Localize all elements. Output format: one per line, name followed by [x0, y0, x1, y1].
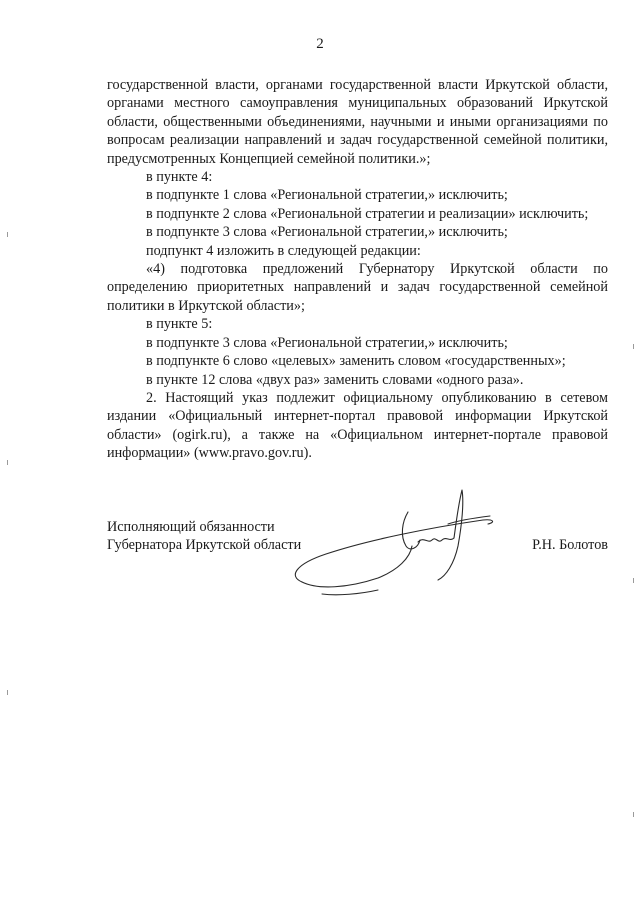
paragraph-continuation: государственной власти, органами государственной власти Иркутской области, органами местного самоуправления муниципальных образований Иркутской области, общественными объединениями, научными и иными организациями по вопросам реализации направлений и задач государственной семейной политики, предусмотренных Концепцией семейной политики.»; — [107, 77, 608, 167]
scan-mark-right-1 — [633, 344, 634, 349]
handwritten-signature — [278, 484, 508, 602]
signature-stroke-base — [302, 546, 412, 587]
paragraph-publication: 2. Настоящий указ подлежит официальному опубликованию в сетевом издании «Официальный интернет-портал правовой информации Иркутской области» (ogirk.ru), а также на «Официальном интернет-портале правовой информации» (www.pravo.gov.ru). — [107, 389, 608, 462]
paragraph-subitem-1: в подпункте 1 слова «Региональной стратегии,» исключить; — [146, 187, 508, 204]
paragraph-subitem-2: в подпункте 2 слова «Региональной стратегии и реализации» исключить; — [146, 205, 589, 222]
document-body — [107, 76, 608, 463]
signature-stroke-loop — [295, 520, 492, 582]
scan-mark-right-2 — [633, 578, 634, 583]
signature-stroke-ascender — [438, 490, 463, 580]
paragraph-item-5-heading: в пункте 5: — [146, 316, 213, 333]
signature-stroke-flourish — [322, 590, 378, 595]
signature-stroke-middle — [418, 538, 454, 542]
paragraph-subitem-4-intro: подпункт 4 изложить в следующей редакции: — [146, 242, 421, 259]
scan-mark-right-3 — [633, 812, 634, 817]
paragraph-subitem-3: в подпункте 3 слова «Региональной стратегии,» исключить; — [146, 224, 508, 241]
paragraph-item-4-heading: в пункте 4: — [146, 169, 213, 186]
scan-mark-left-2 — [7, 460, 8, 465]
scan-mark-left-1 — [7, 232, 8, 237]
signer-title-line-1: Исполняющий обязанности — [107, 519, 275, 535]
scan-mark-left-3 — [7, 690, 8, 695]
signer-name: Р.Н. Болотов — [532, 537, 608, 554]
page-number: 2 — [316, 36, 324, 52]
paragraph-item-5-subitem-3: в подпункте 3 слова «Региональной стратегии,» исключить; — [146, 334, 508, 351]
signer-title — [107, 518, 301, 555]
signer-title-line-2: Губернатора Иркутской области — [107, 537, 302, 554]
paragraph-subitem-4-text: «4) подготовка предложений Губернатору Иркутской области по определению приоритетных направлений и задач государственной семейной политики в Иркутской области»; — [107, 261, 608, 314]
paragraph-item-5-subitem-6: в подпункте 6 слово «целевых» заменить словом «государственных»; — [146, 353, 566, 370]
signature-stroke-hook — [402, 512, 420, 549]
paragraph-item-12: в пункте 12 слова «двух раз» заменить словами «одного раза». — [146, 371, 524, 388]
